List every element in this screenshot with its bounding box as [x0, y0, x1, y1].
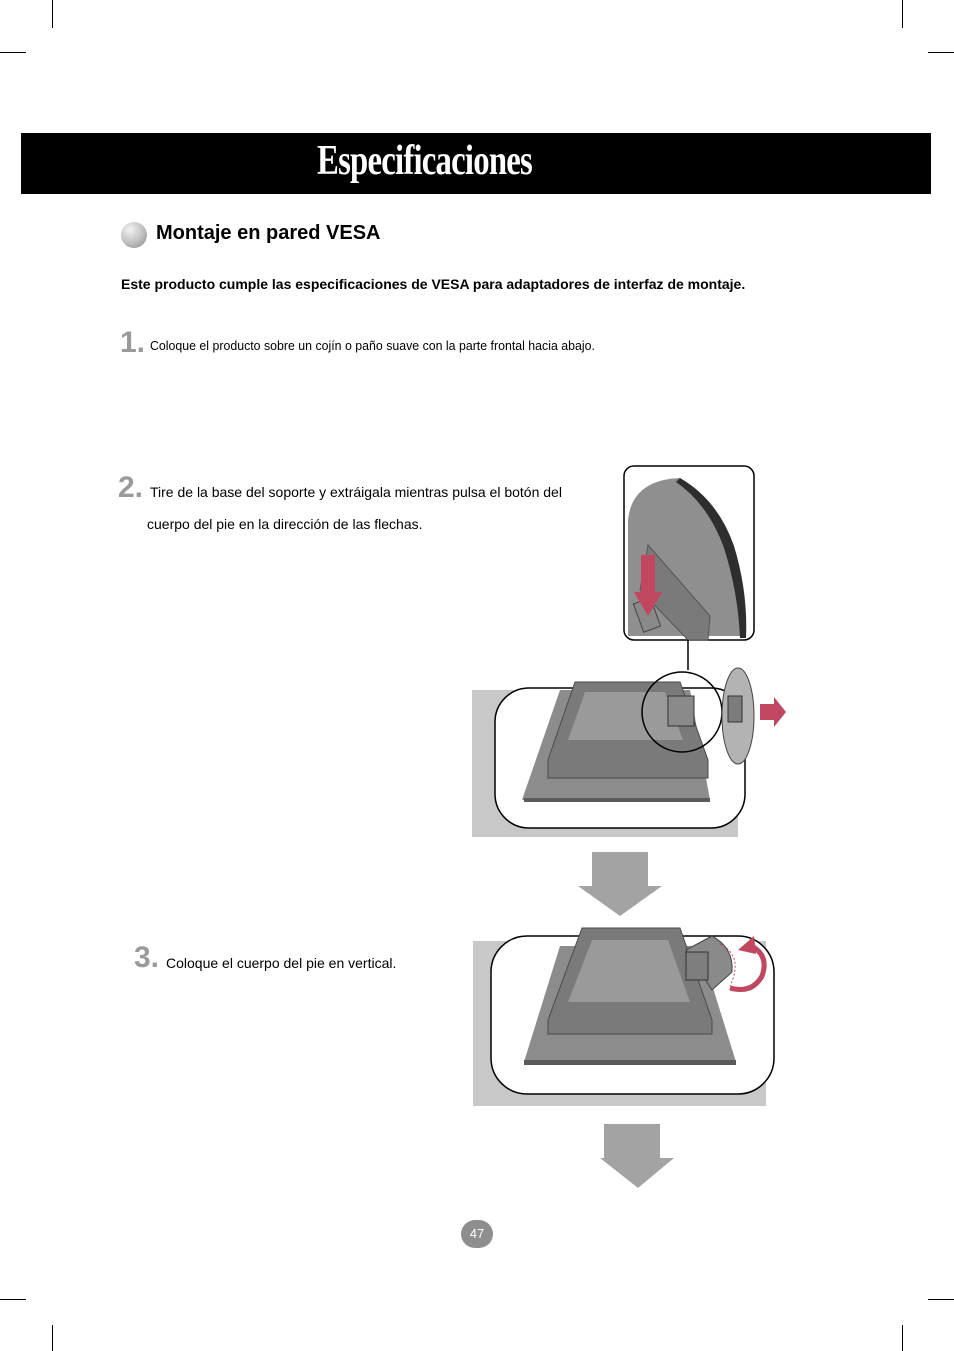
page-title: Especificaciones	[317, 138, 532, 184]
stand-detail-inset	[624, 466, 754, 640]
step-2-monitor-illustration	[472, 668, 786, 837]
down-arrow-icon	[578, 852, 662, 916]
step-3-text: Coloque el cuerpo del pie en vertical.	[166, 955, 397, 971]
pull-arrow-icon	[760, 697, 786, 727]
step-3-number: 3.	[134, 941, 160, 974]
step-1-text: Coloque el producto sobre un cojín o paño suave con la parte frontal hacia abajo.	[150, 338, 595, 353]
page-number: 47	[461, 1220, 493, 1248]
step-2-text-line1: Tire de la base del soporte y extráigala mientras pulsa el botón del	[150, 484, 562, 500]
down-arrow-icon	[600, 1124, 674, 1188]
step-2-text-line2: cuerpo del pie en la dirección de las flechas.	[147, 516, 423, 532]
step-3-monitor-illustration	[473, 928, 774, 1106]
step-2-number: 2.	[118, 471, 144, 504]
section-title: Montaje en pared VESA	[156, 222, 381, 244]
step-1-number: 1.	[120, 326, 146, 359]
intro-text: Este producto cumple las especificaciones de VESA para adaptadores de interfaz de montaje.	[121, 276, 746, 292]
